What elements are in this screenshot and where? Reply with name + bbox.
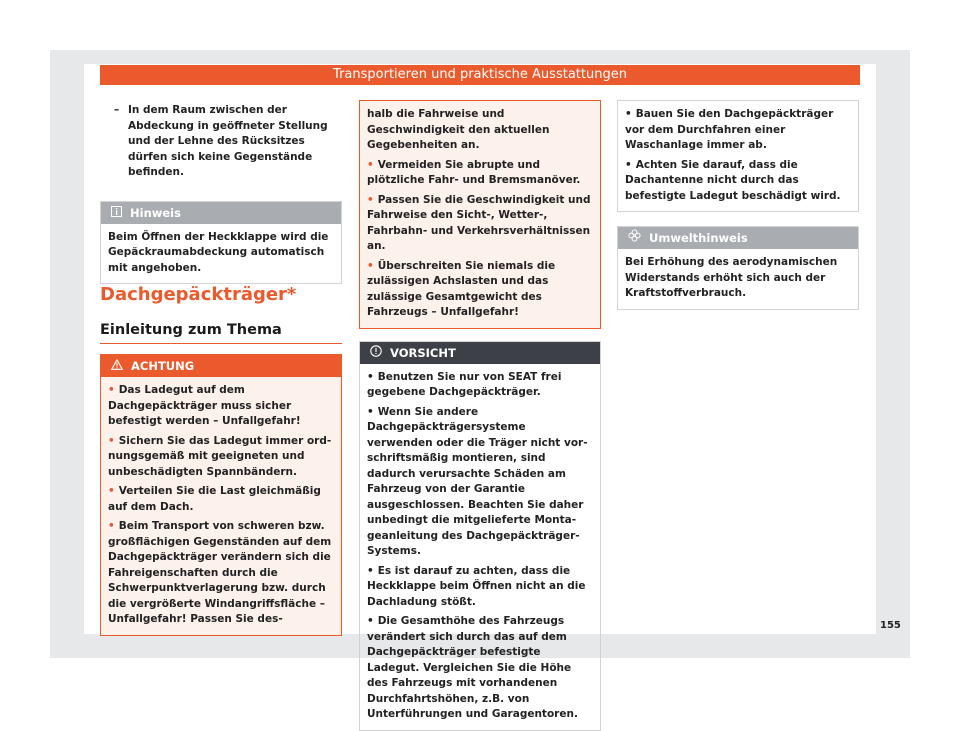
column-3 [617, 100, 859, 310]
vorsicht-item: • Achten Sie darauf, dass die Dachantenne nicht durch das befestigte Ladegut beschädigt wird. [625, 158, 841, 202]
vorsicht-continued-box [617, 100, 859, 212]
bullet: • [367, 259, 374, 272]
umwelt-header [618, 227, 858, 249]
achtung-body [101, 377, 341, 635]
leaf-flower-icon [628, 227, 641, 249]
bullet: • [367, 615, 374, 627]
warning-triangle-icon [111, 355, 123, 377]
achtung-item: • Sichern Sie das Ladegut immer ordnungsgemäß mit geeigneten und unbeschädigten Spannbändern. [108, 434, 332, 478]
vorsicht-item: • Bauen Sie den Dachgepäckträger vor dem Durchfahren einer Waschanlage immer ab. [625, 108, 834, 151]
bullet: • [108, 434, 115, 447]
info-icon [111, 202, 122, 224]
column-2 [359, 100, 601, 731]
page-number: 155 [880, 620, 901, 631]
hinweis-title: Hinweis [130, 205, 181, 220]
bullet: • [108, 384, 115, 396]
caution-circle-icon [370, 342, 382, 364]
umwelt-title: Umwelthinweis [649, 231, 748, 245]
achtung-item: • Beim Transport von schweren bzw. großflächigen Gegenständen auf dem Dachgepäckträger verändern sich die Fahreigenschaften durch die Schwerpunktverlagerung bzw. durch die vergrößerte Windangriffsfläche – Unfallgefahr! Passen Sie des- [108, 520, 332, 625]
bullet: • [108, 520, 115, 532]
bullet: • [367, 193, 374, 206]
vorsicht-continued-body [618, 101, 858, 211]
column-1 [100, 100, 342, 284]
achtung-title: ACHTUNG [131, 359, 195, 373]
achtung-continued-body [360, 101, 600, 328]
achtung-continued-box [359, 100, 601, 329]
bullet: • [367, 158, 374, 171]
subsection-title: Einleitung zum Thema [100, 322, 282, 338]
subtitle-divider [100, 343, 342, 344]
umwelt-box [617, 226, 859, 310]
achtung-item: • Das Ladegut auf dem Dachgepäckträger muss sicher befestigt werden – Unfallgefahr! [108, 384, 301, 427]
hinweis-box [100, 201, 342, 285]
vorsicht-body [360, 364, 600, 730]
vorsicht-title: VORSICHT [390, 345, 456, 360]
achtung-header [101, 355, 341, 377]
vorsicht-header [360, 342, 600, 364]
achtung-continued-lead: halb die Fahrweise und Geschwindigkeit den aktuellen Gegebenheiten an. [367, 108, 550, 151]
bullet: • [367, 405, 374, 418]
umwelt-text: Bei Erhöhung des aerodynamischen Widerstands erhöht sich auch der Kraftstoffverbrauch. [625, 256, 838, 299]
chapter-header [100, 65, 860, 85]
vorsicht-item: • Die Gesamthöhe des Fahrzeugs verändert sich durch das auf dem Dachgepäckträger befestigte Ladegut. Vergleichen Sie die Höhe des Fahrzeugs mit vorhandenen Durchfahrtshöhen, z.B. von Unterführungen und Garagentoren. [367, 615, 578, 720]
hinweis-header [101, 202, 341, 224]
achtung-box [100, 354, 342, 636]
dash-marker: – [114, 104, 120, 116]
achtung-item: • Vermeiden Sie abrupte und plötzliche Fahr- und Bremsmanöver. [367, 158, 581, 186]
bullet: • [367, 564, 374, 577]
dash-list-item [100, 103, 342, 181]
vorsicht-item: • Wenn Sie andere Dachgepäckträgersysteme verwenden oder die Träger nicht vorschriftsmäßig montieren, sind dadurch verursachte Schäden am Fahrzeug von der Garantie ausgeschlossen. Beachten Sie daher unbedingt die mitgelieferte Montageanleitung des Dachgepäckträger-Systems. [367, 405, 588, 557]
bullet: • [625, 108, 632, 120]
achtung-item: • Passen Sie die Geschwindigkeit und Fahrweise den Sicht-, Wetter-, Fahrbahn- und Verkehrsverhältnissen an. [367, 193, 591, 252]
bullet: • [625, 158, 632, 171]
dash-item-text: In dem Raum zwischen der Abdeckung in geöffneter Stellung und der Lehne des Rücksitzes dürfen sich keine Gegenstände befinden. [128, 104, 328, 178]
chapter-title: Transportieren und praktische Ausstattungen [333, 67, 627, 82]
vorsicht-box [359, 341, 601, 731]
bullet: • [367, 370, 374, 383]
vorsicht-item: • Es ist darauf zu achten, dass die Heckklappe beim Öffnen nicht an die Dachladung stößt. [367, 564, 586, 608]
bullet: • [108, 485, 115, 497]
hinweis-text: Beim Öffnen der Heckklappe wird die Gepäckraumabdeckung automatisch mit angehoben. [108, 230, 329, 274]
section-title: Dachgepäckträger* [100, 284, 297, 305]
achtung-item: • Überschreiten Sie niemals die zulässigen Achslasten und das zulässige Gesamtgewicht des Fahrzeugs – Unfallgefahr! [367, 259, 556, 318]
vorsicht-item: • Benutzen Sie nur von SEAT frei gegebene Dachgepäckträger. [367, 370, 562, 398]
achtung-column-1 [100, 354, 342, 636]
achtung-item: • Verteilen Sie die Last gleichmäßig auf dem Dach. [108, 485, 321, 513]
